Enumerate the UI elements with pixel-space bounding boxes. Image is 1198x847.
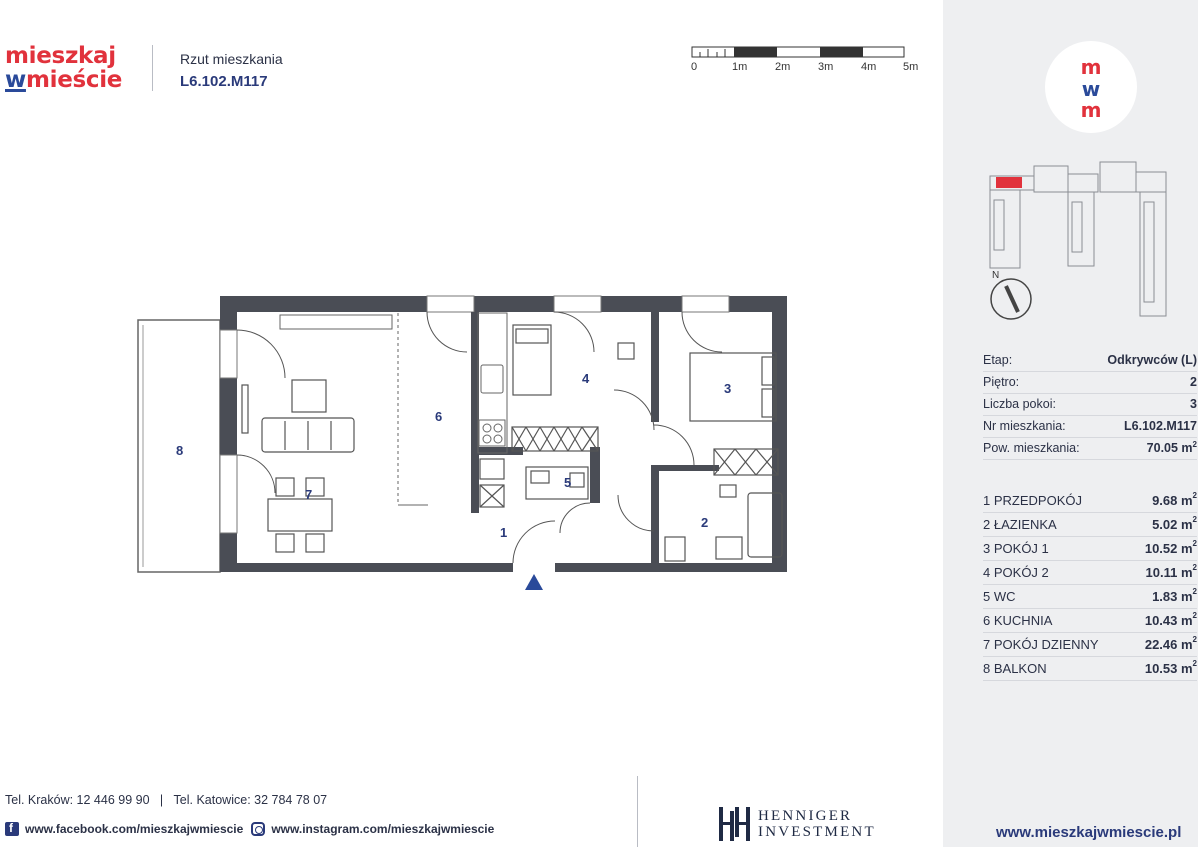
- room-row: 6 KUCHNIA 10.43 $m^2$: [983, 609, 1197, 633]
- plan-label-2: 2: [701, 515, 709, 530]
- info-row-stage: Etap: Odkrywców (L): [983, 350, 1197, 372]
- footer-divider: [637, 776, 638, 847]
- minimap-highlight: [996, 177, 1022, 188]
- footer-social: [5, 822, 494, 836]
- info-row-floor: Piętro: 2: [983, 372, 1197, 394]
- entrance-marker: [525, 574, 543, 590]
- partner-logo: [716, 805, 882, 843]
- floor-plan: [130, 285, 810, 605]
- henniger-monogram-icon: [716, 805, 752, 843]
- brand-logo-w: w: [5, 67, 26, 93]
- rooms-table: [983, 489, 1197, 681]
- plan-label-1: 1: [500, 525, 508, 540]
- phone-separator: |: [159, 793, 164, 807]
- scale-label-4: 4m: [861, 61, 877, 73]
- apartment-info-table: [983, 350, 1197, 460]
- badge-letter-bottom: m: [1080, 98, 1102, 122]
- wall-bottom: [220, 563, 787, 572]
- brand-logo: [5, 44, 122, 92]
- brand-logo-rest: mieście: [25, 67, 123, 93]
- apartment-id: L6.102.M117: [180, 73, 268, 90]
- scale-bar: [691, 46, 921, 76]
- phone-krakow[interactable]: Tel. Kraków: 12 446 99 90: [5, 793, 150, 807]
- scale-label-5: 5m: [903, 61, 919, 73]
- plan-label-5: 5: [564, 475, 572, 490]
- brand-logo-line2: [5, 68, 122, 92]
- plan-label-3: 3: [724, 381, 732, 396]
- plan-label-6: 6: [435, 409, 443, 424]
- website-link[interactable]: www.mieszkajwmiescie.pl: [996, 824, 1182, 841]
- badge-letter-top: m: [1080, 55, 1102, 79]
- header-divider: [152, 45, 153, 91]
- room-row: 8 BALKON 10.53 $m^2$: [983, 657, 1197, 681]
- plan-label-7: 7: [305, 487, 313, 502]
- room-row: 3 POKÓJ 1 10.52 $m^2$: [983, 537, 1197, 561]
- info-row-number: Nr mieszkania: L6.102.M117: [983, 416, 1197, 438]
- plan-label-8: 8: [176, 443, 184, 458]
- brand-badge: [1045, 41, 1137, 133]
- page-title: Rzut mieszkania: [180, 51, 283, 67]
- brand-logo-line1: mieszkaj: [5, 43, 116, 69]
- badge-letter-mid: w: [1081, 77, 1101, 101]
- room-row: 5 WC 1.83 $m^2$: [983, 585, 1197, 609]
- footer-phones: [5, 793, 327, 807]
- north-label: N: [992, 270, 1000, 281]
- wall-right: [772, 296, 787, 572]
- partner-name: HENNIGER INVESTMENT: [758, 808, 876, 840]
- plan-label-4: 4: [582, 371, 590, 386]
- room-row: 1 PRZEDPOKÓJ 9.68 $m^2$: [983, 489, 1197, 513]
- info-row-rooms: Liczba pokoi: 3: [983, 394, 1197, 416]
- scale-label-3: 3m: [818, 61, 834, 73]
- facebook-link[interactable]: www.facebook.com/mieszkajwmiescie: [25, 822, 244, 836]
- instagram-icon: [251, 822, 265, 836]
- scale-label-1: 1m: [732, 61, 748, 73]
- info-row-area: Pow. mieszkania: 70.05 $m^2$: [983, 438, 1197, 460]
- site-minimap: [980, 158, 1195, 328]
- room-row: 4 POKÓJ 2 10.11 $m^2$: [983, 561, 1197, 585]
- brand-badge-icon: [1045, 41, 1137, 133]
- facebook-icon: [5, 822, 19, 836]
- instagram-link[interactable]: www.instagram.com/mieszkajwmiescie: [271, 822, 495, 836]
- room-row: 2 ŁAZIENKA 5.02 $m^2$: [983, 513, 1197, 537]
- scale-label-0: 0: [691, 61, 698, 73]
- scale-label-2: 2m: [775, 61, 791, 73]
- room-row: 7 POKÓJ DZIENNY 22.46 $m^2$: [983, 633, 1197, 657]
- phone-katowice[interactable]: Tel. Katowice: 32 784 78 07: [173, 793, 328, 807]
